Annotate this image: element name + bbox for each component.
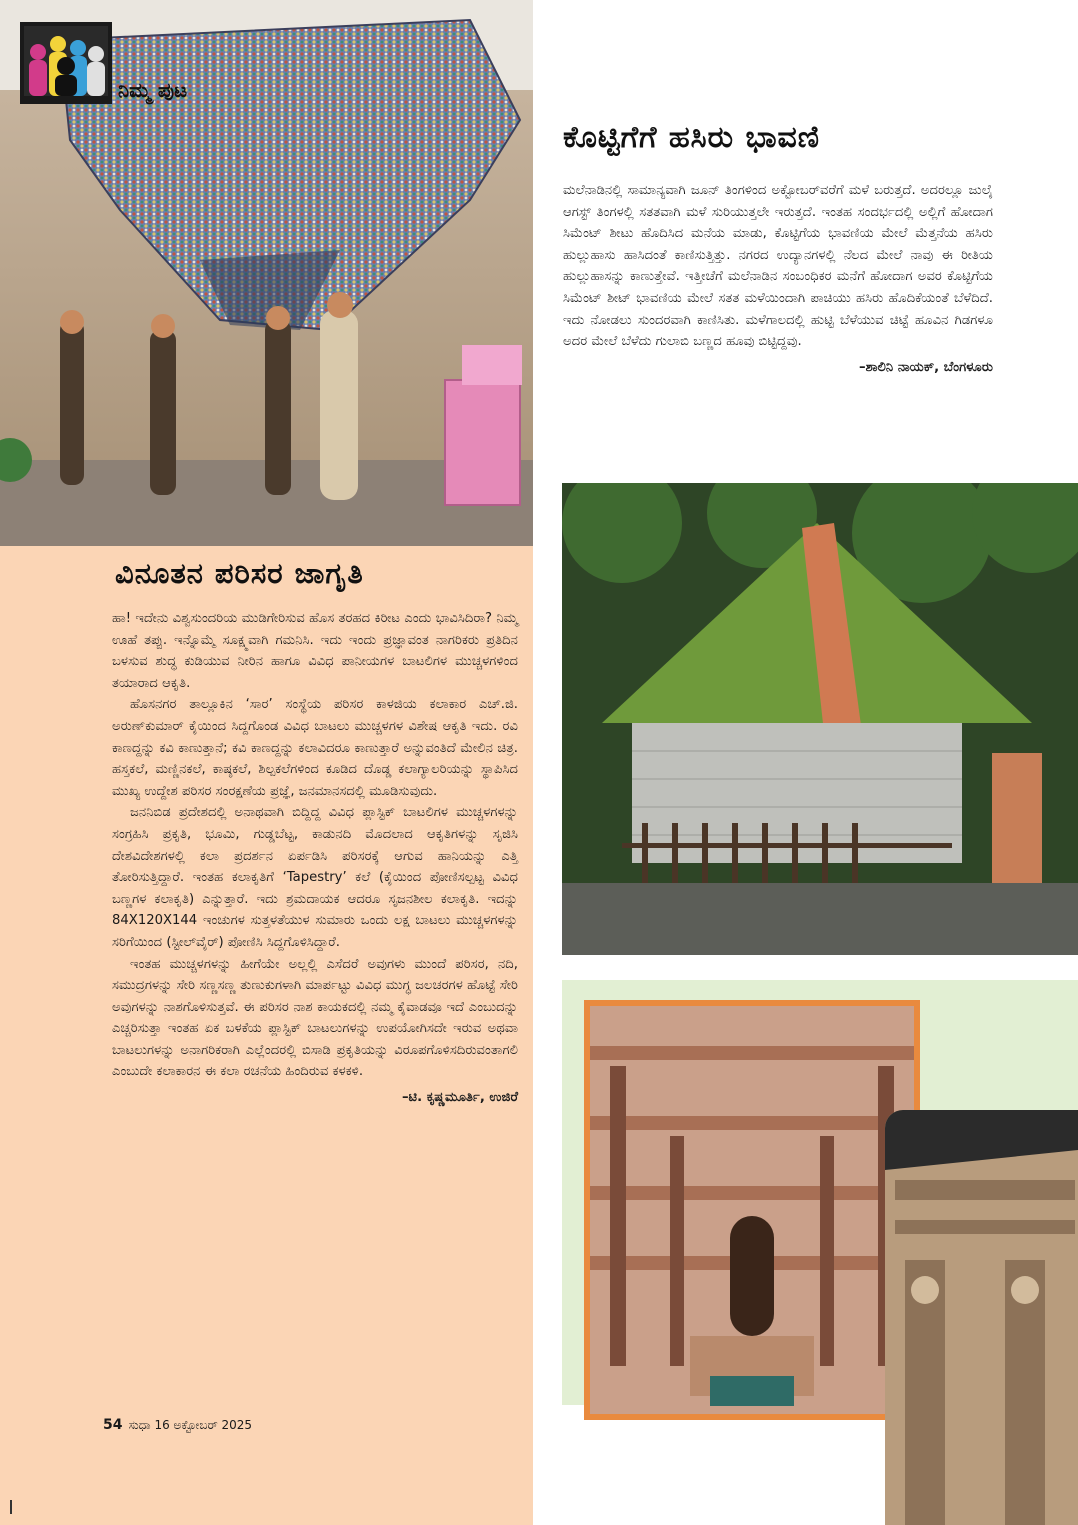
people-silhouette-icon (24, 26, 108, 96)
crop-mark (10, 1500, 12, 1514)
page-footer (103, 1417, 252, 1433)
right-article-title: ಕೊಟ್ಟಿಗೆಗೆ ಹಸಿರು ಭಾವಣಿ (563, 120, 821, 155)
page-number: 54 (103, 1417, 123, 1433)
stepwell-photo (590, 1006, 914, 1414)
byline: –ಟಿ. ಕೃಷ್ಣಮೂರ್ತಿ, ಉಜಿರೆ (401, 1090, 518, 1106)
carving-illustration (885, 1110, 1078, 1525)
byline: –ಶಾಲಿನಿ ನಾಯಕ್, ಬೆಂಗಳೂರು (859, 359, 993, 375)
paragraph: ಹೊಸನಗರ ತಾಲ್ಲೂಕಿನ ‘ಸಾರ’ ಸಂಸ್ಥೆಯ ಪರಿಸರ ಕಾಳಜಿಯ ಕಲಾಕಾರ ಎಚ್.ಜಿ. ಅರುಣ್‌ಕುಮಾರ್ ಕೈಯಿಂದ ಸಿದ್ದಗೊಂಡ ವಿವಿಧ ಬಾಟಲು ಮುಚ್ಚಳಗಳ ವಿಶೇಷ ಆಕೃತಿ ಇದು. ರವಿ ಕಾಣದ್ದನ್ನು ಕವಿ ಕಾಣುತ್ತಾನೆ; ಕವಿ ಕಾಣದ್ದನ್ನು ಕಲಾವಿದರೂ ಕಾಣುತ್ತಾರೆ ಅನ್ನುವಂತಿದೆ ಮೇಲಿನ ಚಿತ್ರ. ಹಸ್ತಕಲೆ, ಮಣ್ಣಿನಕಲೆ, ಕಾಷ್ಠಕಲೆ, ಶಿಲ್ಪಕಲೆಗಳಿಂದ ಕೂಡಿದ ದೊಡ್ಡ ಕಲಾಗ್ಯಾಲರಿಯನ್ನು ಸ್ಥಾಪಿಸಿದ ಮುಖ್ಯ ಉದ್ದೇಶ ಪರಿಸರ ಸಂರಕ್ಷಣೆಯ ಪ್ರಜ್ಞೆ, ಜನಮಾನಸದಲ್ಲಿ ಮೂಡಿಸುವುದು. (112, 697, 518, 799)
paragraph: ಮಲೆನಾಡಿನಲ್ಲಿ ಸಾಮಾನ್ಯವಾಗಿ ಜೂನ್ ತಿಂಗಳಿಂದ ಅಕ್ಟೋಬರ್‌ವರೆಗೆ ಮಳೆ ಬರುತ್ತದೆ. ಅದರಲ್ಲೂ ಜುಲೈ ಆಗಸ್ಟ್ ತಿಂಗಳಲ್ಲಿ ಸತತವಾಗಿ ಮಳೆ ಸುರಿಯುತ್ತಲೇ ಇರುತ್ತದೆ. ಇಂತಹ ಸಂದರ್ಭದಲ್ಲಿ ಅಲ್ಲಿಗೆ ಹೋದಾಗ ಸಿಮೆಂಟ್ ಶೀಟು ಹೊದಿಸಿದ ಮನೆಯ ಮಾಡು, ಕೊಟ್ಟಿಗೆಯ ಭಾವಣಿಯ ಮೇಲೆ ಮೆತ್ತನೆಯ ಹಸಿರು ಹುಲ್ಲುಹಾಸು ಹಾಸಿದಂತೆ ಕಾಣಿಸುತ್ತಿತ್ತು. ನಗರದ ಉದ್ಯಾನಗಳಲ್ಲಿ ನೆಲದ ಮೇಲೆ ನಾವು ಈ ರೀತಿಯ ಹುಲ್ಲುಹಾಸನ್ನು ಕಾಣುತ್ತೇವೆ. ಇತ್ತೀಚೆಗೆ ಮಲೆನಾಡಿನ ಸಂಬಂಧಿಕರ ಮನೆಗೆ ಹೋದಾಗ ಅವರ ಕೊಟ್ಟಿಗೆಯ ಸಿಮೆಂಟ್ ಶೀಟ್ ಭಾವಣಿಯ ಮೇಲೆ ಸತತ ಮಳೆಯಿಂದಾಗಿ ಪಾಚಿಯು ಹಸಿರು ಹೊದಿಕೆಯಂತೆ ಬೆಳೆದಿದೆ. ಇದು ನೋಡಲು ಸುಂದರವಾಗಿ ಕಾಣಿಸಿತು. ಮಳೆಗಾಲದಲ್ಲಿ ಹುಟ್ಟಿ ಬೆಳೆಯುವ ಚಿಟ್ಟೆ ಹೂವಿನ ಗಿಡಗಳೂ ಅದರ ಮೇಲೆ ಬೆಳೆದು ಗುಲಾಬಿ ಬಣ್ಣದ ಹೂವು ಬಿಟ್ಟಿದ್ದವು. (563, 183, 993, 350)
paragraph: ಜನನಿಬಿಡ ಪ್ರದೇಶದಲ್ಲಿ ಅನಾಥವಾಗಿ ಬಿದ್ದಿದ್ದ ವಿವಿಧ ಪ್ಲಾಸ್ಟಿಕ್ ಬಾಟಲಿಗಳ ಮುಚ್ಚಳಗಳನ್ನು ಸಂಗ್ರಹಿಸಿ ಪ್ರಕೃತಿ, ಭೂಮಿ, ಗುಡ್ಡಬೆಟ್ಟ, ಕಾಡುನದಿ ಮೊದಲಾದ ಆಕೃತಿಗಳನ್ನು ಸೃಜಿಸಿ ದೇಶವಿದೇಶಗಳಲ್ಲಿ ಕಲಾ ಪ್ರದರ್ಶನ ಏರ್ಪಡಿಸಿ ಪರಿಸರಕ್ಕೆ ಆಗುವ ಹಾನಿಯನ್ನು ಎತ್ತಿ ತೋರಿಸುತ್ತಿದ್ದಾರೆ. ಇಂತಹ ಕಲಾಕೃತಿಗೆ ‘Tapestry’ ಕಲೆ (ಕೈಯಿಂದ ಪೋಣಿಸಲ್ಪಟ್ಟ ವಿವಿಧ ಬಣ್ಣಗಳ ಕಲಾಕೃತಿ) ಎನ್ನುತ್ತಾರೆ. ಇದು ಶ್ರಮದಾಯಕ ಆದರೂ ಸೃಜನಶೀಲ ಕಲಾಕೃತಿ. ಇದನ್ನು 84X120X144 ಇಂಚುಗಳ ಸುತ್ತಳತೆಯುಳ ಸುಮಾರು ಒಂದು ಲಕ್ಷ ಬಾಟಲು ಮುಚ್ಚಳಗಳನ್ನು ಸರಿಗೆಯಿಂದ (ಸ್ಟೀಲ್‌ವೈರ್) ಪೋಣಿಸಿ ಸಿದ್ದಗೊಳಿಸಿದ್ದಾರೆ. (112, 805, 518, 950)
issue-info: ಸುಧಾ 16 ಅಕ್ಟೋಬರ್ 2025 (128, 1418, 253, 1432)
moss-roof-shed-photo (562, 483, 1078, 955)
paragraph: ಹಾ! ಇದೇನು ವಿಶ್ವಸುಂದರಿಯ ಮುಡಿಗೇರಿಸುವ ಹೊಸ ತರಹದ ಕಿರೀಟ ಎಂದು ಭಾವಿಸಿದಿರಾ? ನಿಮ್ಮ ಊಹೆ ತಪ್ಪು. ಇನ್ನೊಮ್ಮೆ ಸೂಕ್ಷ್ಮವಾಗಿ ಗಮನಿಸಿ. ಇದು ಇಂದು ಪ್ರಜ್ಞಾವಂತ ನಾಗರಿಕರು ಪ್ರತಿದಿನ ಬಳಸುವ ಶುದ್ಧ ಕುಡಿಯುವ ನೀರಿನ ಹಾಗೂ ವಿವಿಧ ಪಾನೀಯಗಳ ಬಾಟಲಿಗಳ ಮುಚ್ಚಳಗಳಿಂದ ತಯಾರಾದ ಆಕೃತಿ. (112, 611, 518, 691)
left-article-title: ವಿನೂತನ ಪರಿಸರ ಜಾಗೃತಿ (115, 556, 364, 590)
moss-roof-illustration (562, 483, 1078, 955)
paragraph: ಇಂತಹ ಮುಚ್ಚಳಗಳನ್ನು ಹೀಗೆಯೇ ಅಲ್ಲಲ್ಲಿ ಎಸೆದರೆ ಅವುಗಳು ಮುಂದೆ ಪರಿಸರ, ನದಿ, ಸಮುದ್ರಗಳನ್ನು ಸೇರಿ ಸಣ್ಣಸಣ್ಣ ತುಣುಕುಗಳಾಗಿ ಮಾರ್ಪಟ್ಟು ವಿವಿಧ ಮುಗ್ಧ ಜಲಚರಗಳ ಹೊಟ್ಟೆ ಸೇರಿ ಅವುಗಳನ್ನು ನಾಶಗೊಳಿಸುತ್ತವೆ. ಈ ಪರಿಸರ ನಾಶ ಕಾಯಕದಲ್ಲಿ ನಮ್ಮ ಕೈವಾಡವೂ ಇದೆ ಎಂಬುದನ್ನು ಎಚ್ಚರಿಸುತ್ತಾ ಇಂತಹ ಏಕ ಬಳಕೆಯ ಪ್ಲಾಸ್ಟಿಕ್ ಬಾಟಲುಗಳನ್ನು ಉಪಯೋಗಿಸದೇ ಇರುವ ಅಥವಾ ಬಾಟಲುಗಳನ್ನು ಅನಾಗರಿಕರಾಗಿ ಎಲ್ಲೆಂದರಲ್ಲಿ ಬಿಸಾಡಿ ಪ್ರಕೃತಿಯನ್ನು ವಿರೂಪಗೊಳಿಸದಿರುವಂತಾಗಲಿ ಎಂಬುದೇ ಕಲಾಕಾರನ ಈ ಕಲಾ ರಚನೆಯ ಹಿಂದಿರುವ ಕಳಕಳಿ. (112, 956, 518, 1080)
section-label: ನಿಮ್ಮ ಪುಟ (118, 78, 188, 102)
right-article-body (563, 180, 993, 378)
section-logo (20, 22, 112, 104)
left-article-body (112, 608, 518, 1109)
stepwell-illustration (590, 1006, 914, 1414)
stone-carving-photo (885, 1110, 1078, 1525)
